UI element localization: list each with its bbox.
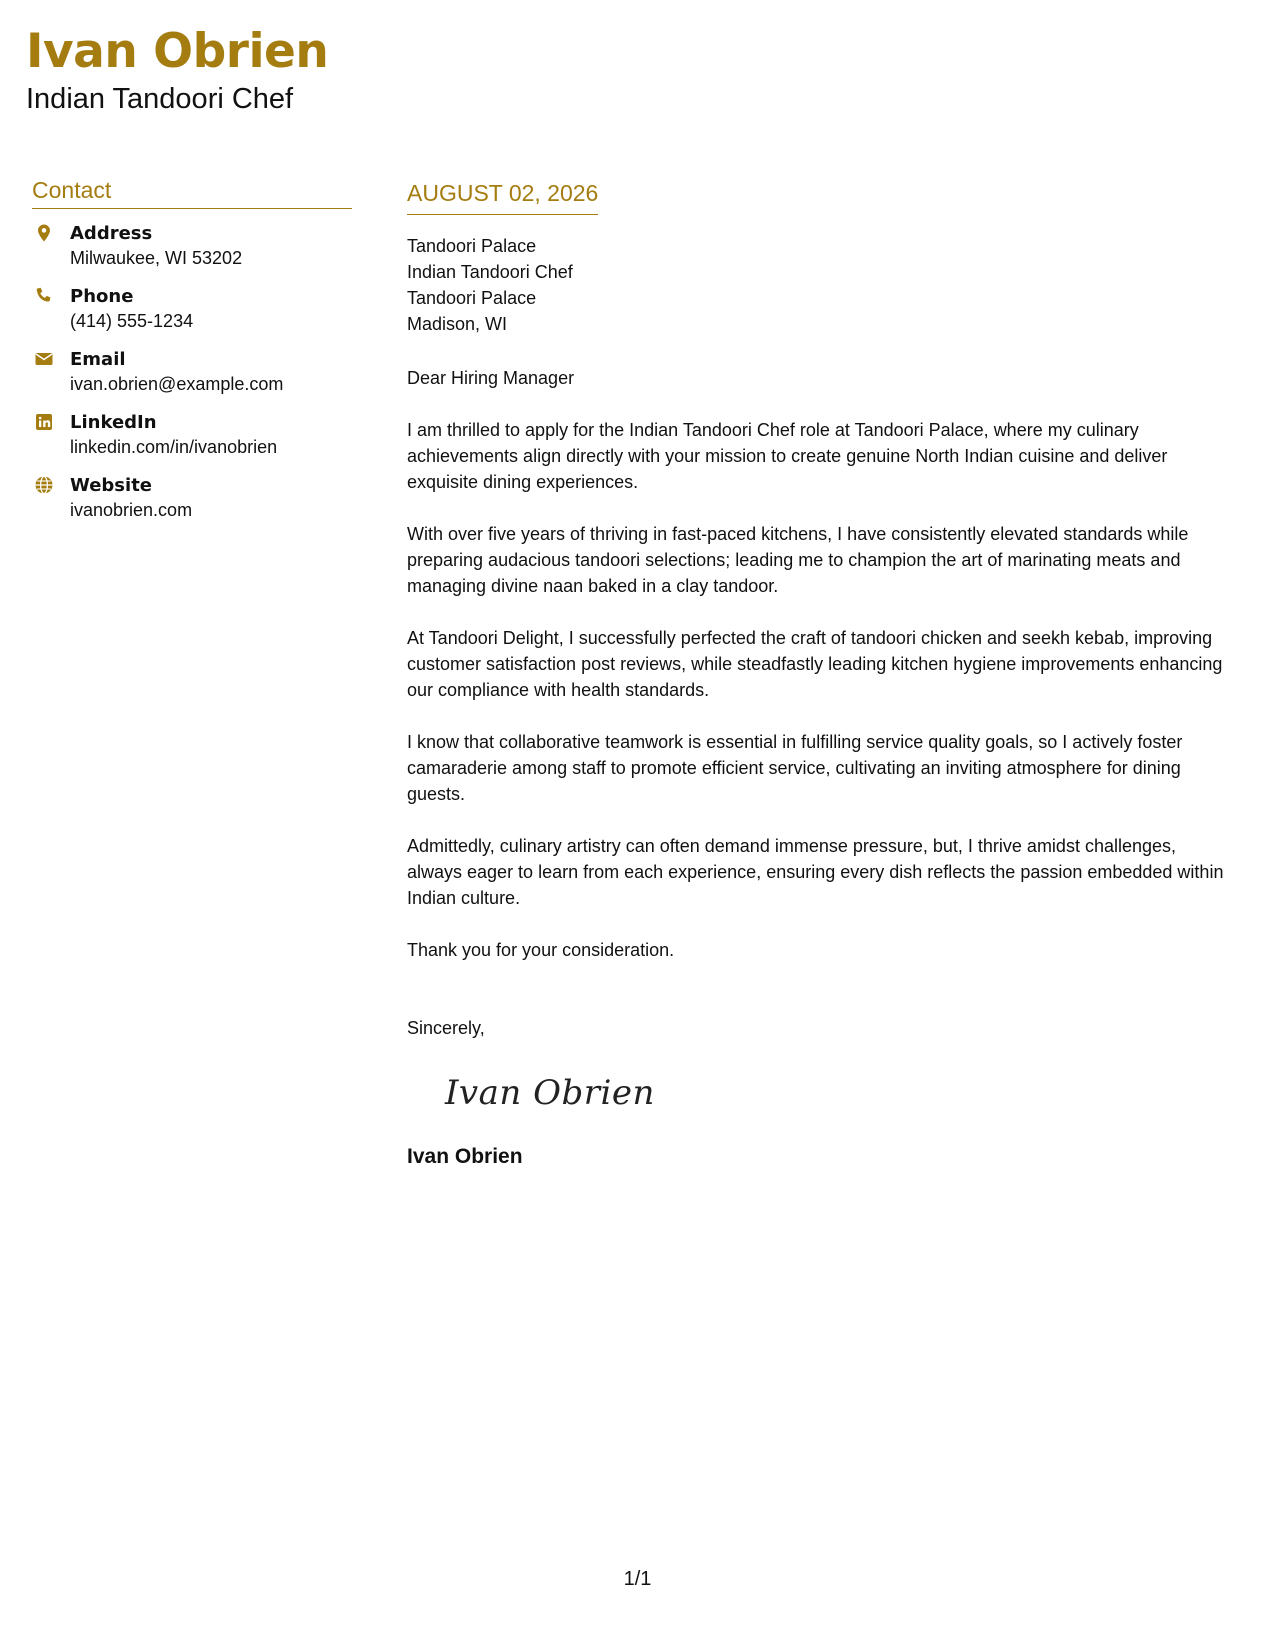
- contact-item-website: [32, 473, 352, 536]
- contact-value-phone: (414) 555-1234: [70, 311, 194, 331]
- contact-heading: Contact: [32, 176, 352, 209]
- salutation: Dear Hiring Manager: [407, 368, 575, 388]
- signer-name: Ivan Obrien: [407, 1145, 523, 1168]
- contact-item-address: [32, 221, 352, 284]
- letter-date: AUGUST 02, 2026: [407, 178, 598, 215]
- map-pin-icon: [32, 221, 70, 243]
- recipient-line: Madison, WI: [407, 314, 508, 334]
- letter-paragraph: I am thrilled to apply for the Indian Tandoori Chef role at Tandoori Palace, where my culinary achievements align directly with your mission to create genuine North Indian cuisine and deliver exquisite dining experiences.: [407, 420, 1168, 492]
- linkedin-icon: [32, 410, 70, 432]
- contact-label-email: Email: [70, 349, 126, 370]
- contact-value-address: Milwaukee, WI 53202: [70, 248, 243, 268]
- letter-paragraph: Admittedly, culinary artistry can often demand immense pressure, but, I thrive amidst challenges, always eager to learn from each experience, ensuring every dish reflects the passion embedded within Indian culture.: [407, 836, 1224, 908]
- envelope-icon: [32, 347, 70, 369]
- contact-item-email: [32, 347, 352, 410]
- contact-item-linkedin: [32, 410, 352, 473]
- recipient-line: Tandoori Palace: [407, 236, 537, 256]
- letter-paragraph: Thank you for your consideration.: [407, 940, 675, 960]
- contact-value-website[interactable]: ivanobrien.com: [70, 500, 193, 520]
- contact-label-website: Website: [70, 475, 153, 496]
- recipient-line: Tandoori Palace: [407, 288, 537, 308]
- recipient-block: [407, 233, 1227, 337]
- contact-label-address: Address: [70, 223, 153, 244]
- letter-paragraph: I know that collaborative teamwork is essential in fulfilling service quality goals, so I actively foster camaraderie among staff to promote efficient service, cultivating an inviting atmosphere for dining guests.: [407, 732, 1183, 804]
- handwritten-signature: Ivan Obrien: [445, 1073, 655, 1113]
- globe-icon: [32, 473, 70, 495]
- contact-item-phone: [32, 284, 352, 347]
- recipient-line: Indian Tandoori Chef: [407, 262, 573, 282]
- job-title: Indian Tandoori Chef: [26, 83, 294, 115]
- header: [26, 22, 328, 116]
- contact-value-linkedin[interactable]: linkedin.com/in/ivanobrien: [70, 437, 278, 457]
- letter-paragraph: At Tandoori Delight, I successfully perfected the craft of tandoori chicken and seekh kebab, improving customer satisfaction post reviews, while steadfastly leading kitchen hygiene improvements enhancing our compliance with health standards.: [407, 628, 1223, 700]
- applicant-name: Ivan Obrien: [26, 24, 329, 79]
- contact-label-linkedin: LinkedIn: [70, 412, 157, 433]
- contact-label-phone: Phone: [70, 286, 134, 307]
- letter-paragraph: With over five years of thriving in fast-paced kitchens, I have consistently elevated standards while preparing audacious tandoori selections; leading me to champion the art of marinating meats and managing divine naan baked in a clay tandoor.: [407, 524, 1189, 596]
- closing: Sincerely,: [407, 1018, 485, 1038]
- letter-body: [407, 178, 1227, 1171]
- phone-icon: [32, 284, 70, 306]
- contact-sidebar: [32, 176, 352, 536]
- page-number: 1/1: [623, 1568, 652, 1590]
- contact-value-email[interactable]: ivan.obrien@example.com: [70, 374, 284, 394]
